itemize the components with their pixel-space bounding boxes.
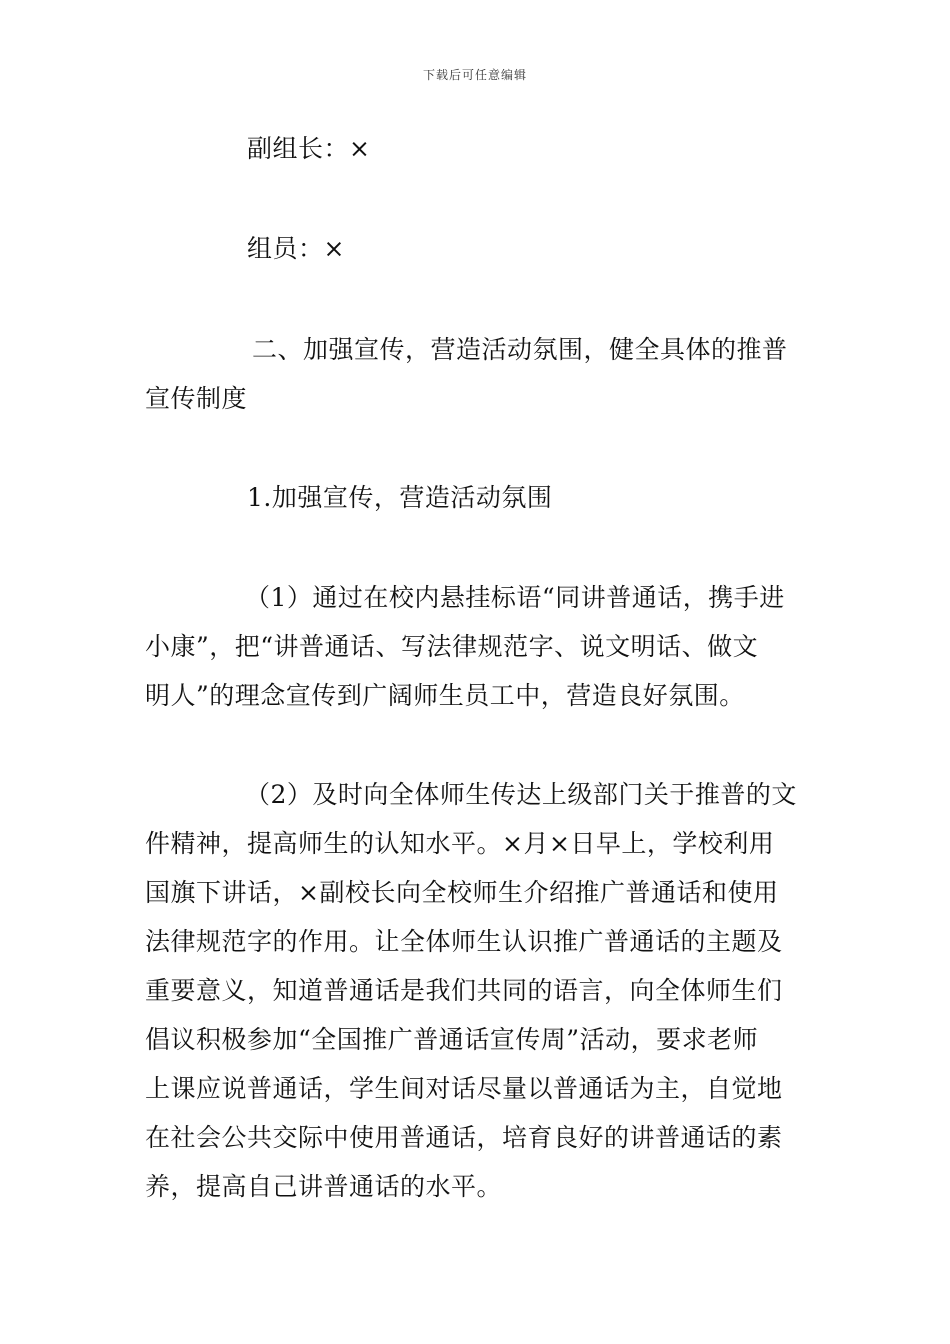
header-note: 下载后可任意编辑 (422, 68, 527, 82)
paragraph-line: 明人”的理念宣传到广阔师生员工中，营造良好氛围。 (145, 681, 745, 710)
members-line: 组员：× (247, 234, 345, 263)
paragraph-line: 国旗下讲话，×副校长向全校师生介绍推广普通话和使用 (145, 878, 779, 907)
paragraph-line: 养，提高自己讲普通话的水平。 (145, 1172, 503, 1201)
paragraph-line: （2）及时向全体师生传达上级部门关于推普的文 (245, 780, 797, 809)
paragraph-2 (145, 770, 810, 1211)
section-heading-2 (145, 325, 810, 423)
paragraph-line: 倡议积极参加“全国推广普通话宣传周”活动，要求老师 (145, 1025, 759, 1054)
paragraph-line: 法律规范字的作用。让全体师生认识推广普通话的主题及 (145, 927, 783, 956)
paragraph-line: 在社会公共交际中使用普通话，培育良好的讲普通话的素 (145, 1123, 783, 1152)
item-1-title: 1.加强宣传，营造活动氛围 (247, 483, 553, 512)
paragraph-line: （1）通过在校内悬挂标语“同讲普通话，携手进 (245, 583, 785, 612)
section-heading-line: 宣传制度 (145, 384, 248, 413)
paragraph-line: 件精神，提高师生的认知水平。×月×日早上，学校利用 (145, 829, 775, 858)
section-heading-line: 二、加强宣传，营造活动氛围，健全具体的推普 (252, 335, 788, 364)
paragraph-1 (145, 573, 810, 720)
deputy-leader-line: 副组长：× (247, 134, 371, 163)
paragraph-line: 上课应说普通话，学生间对话尽量以普通话为主，自觉地 (145, 1074, 783, 1103)
paragraph-line: 小康”，把“讲普通话、写法律规范字、说文明话、做文 (145, 632, 759, 661)
paragraph-line: 重要意义，知道普通话是我们共同的语言，向全体师生们 (145, 976, 783, 1005)
